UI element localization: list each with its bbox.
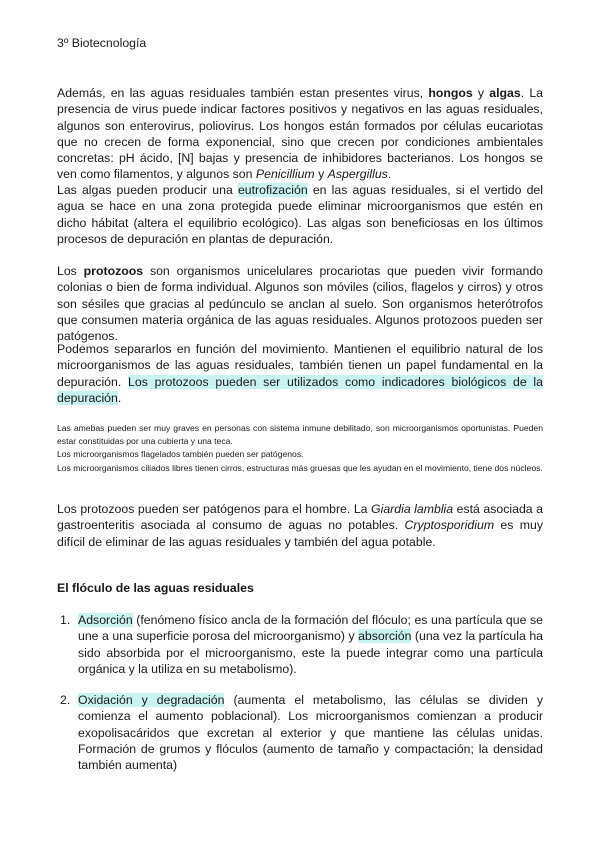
italic-aspergillus: Aspergillus <box>327 167 388 182</box>
paragraph-algas: Las algas pueden producir una eutrofización en las aguas residuales, si el vertido del agua se hace en una zona protegida puede eliminar microorganismos que estén en dicho hábitat (altera el equilibrio ecológico). Las algas son beneficiosas en los últimos procesos de depuración en plantas de depuración. <box>57 183 543 246</box>
bold-term-algas: algas <box>489 86 521 100</box>
italic-penicillium: Penicillium <box>255 167 315 182</box>
highlight-oxidacion: Oxidación y degradación <box>78 693 225 707</box>
paragraph-virus-hongos-algas: Además, en las aguas residuales también estan presentes virus, hongos y algas. La presencia de virus puede indicar factores positivos y negativos en las aguas residuales, algunos son enterovirus, poliovirus. Los hongos están formados por células eucariotas que no crecen de forma exponencial, sino que crecen por condiciones ambientales concretas: pH ácido, [N] bajas y presencia de inhibidores bacterianos. Los hongos se ven como filamentos, y algunos son Penicillium y Aspergillus. <box>57 86 543 182</box>
list-number: 1. <box>60 613 71 627</box>
note-amebas: Las amebas pueden ser muy graves en personas con sistema inmune debilitado, son microorganismos oportunistas. Pueden estar constituidas por una cubierta y una teca. <box>57 423 543 447</box>
page-header: 3º Biotecnología <box>57 36 147 50</box>
bold-term-protozoos: protozoos <box>83 264 144 278</box>
bold-term-hongos: hongos <box>428 86 473 100</box>
highlight-eutrofizacion: eutrofización <box>237 183 308 197</box>
paragraph-protozoos: Los protozoos son organismos unicelulares procariotas que pueden vivir formando colonias o bien de forma individual. Algunos son móviles (cilios, flagelos y cirros) y otros son sésiles que gracias al pedúnculo se anclan al suelo. Son organismos heterótrofos que consumen materia orgánica de las aguas residuales. Algunos protozoos pueden ser patógenos. <box>57 264 543 344</box>
italic-cryptosporidium: Cryptosporidium <box>404 518 495 533</box>
highlight-absorcion: absorción <box>358 629 412 644</box>
paragraph-patogenos: Los protozoos pueden ser patógenos para el hombre. La Giardia lamblia está asociada a gastroenteritis asociada al consumo de aguas no potables. Cryptosporidium es muy difícil de eliminar de las aguas residuales y también del agua potable. <box>57 502 543 549</box>
highlight-indicadores: Los protozoos pueden ser utilizados como indicadores biológicos de la depuración <box>57 374 543 405</box>
list-item: 2. Oxidación y degradación (aumenta el metabolismo, las células se dividen y comienza el aumento poblacional). Los microorganismos comienzan a producir exopolisacáridos que excretan al exterior y que mantiene las células unidas. Formación de grumos y flóculos (aumento de tamaño y compactación; la densidad también aumenta) <box>60 693 543 773</box>
list-number: 2. <box>60 693 71 707</box>
note-ciliados: Los microorganismos ciliados libres tienen cirros, estructuras más gruesas que les ayudan en el movimiento, tiene dos núcleos. <box>57 462 543 473</box>
section-title: El flóculo de las aguas residuales <box>57 581 254 595</box>
list-item: 1. Adsorción (fenómeno físico ancla de la formación del flóculo; es una partícula que se une a una superficie porosa del microorganismo) y absorción (una vez la partícula ha sido absorbida por el microorganismo, este la puede integrar como una partícula orgánica y la utiliza en su metabolismo). <box>60 613 543 676</box>
note-flagelados: Los microorganismos flagelados también pueden ser patógenos. <box>57 449 304 460</box>
highlight-adsorcion: Adsorción <box>78 613 133 627</box>
paragraph-movimiento: Podemos separarlos en función del movimiento. Mantienen el equilibrio natural de los microorganismos de las aguas residuales, también tienen un papel fundamental en la depuración. Los protozoos pueden ser utilizados como indicadores biológicos de la depuración. <box>57 342 543 405</box>
italic-giardia: Giardia lamblia <box>371 502 454 516</box>
small-notes <box>57 422 543 475</box>
